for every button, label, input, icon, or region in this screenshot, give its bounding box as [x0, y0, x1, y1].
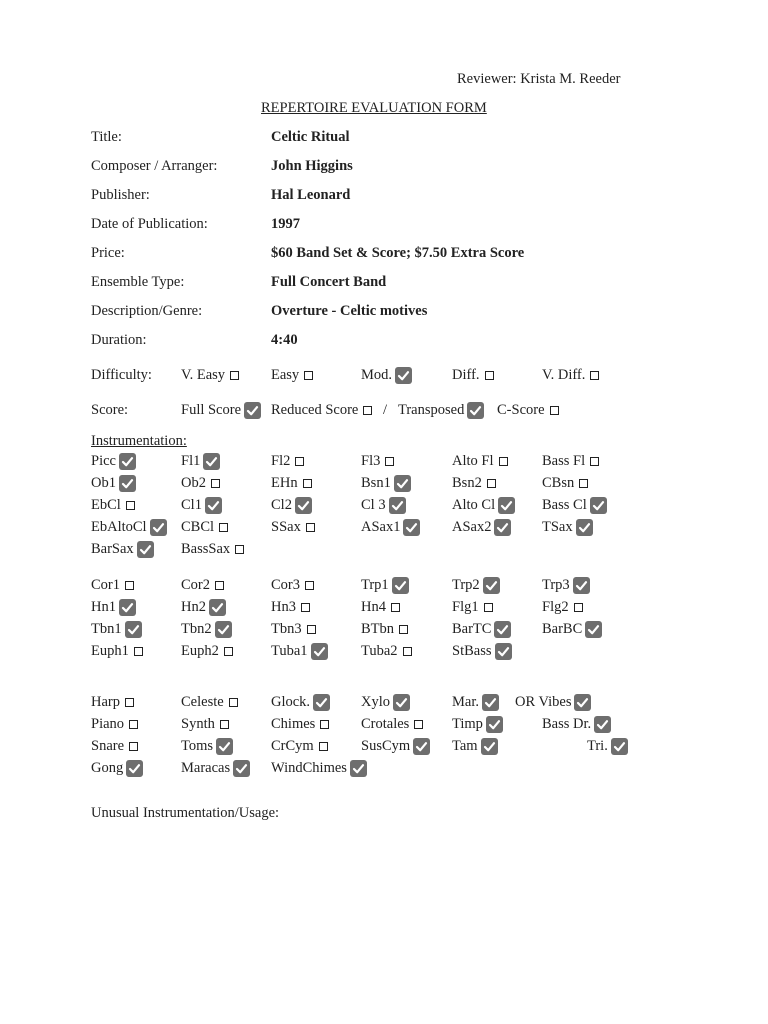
- instrument-tuba1-option: [271, 642, 328, 660]
- empty-checkbox-icon[interactable]: [303, 479, 312, 488]
- instrument-asax2-option: [452, 518, 511, 536]
- instrument-ebcl-option: [91, 496, 135, 514]
- instrument-flg1-option: [452, 598, 493, 616]
- instrument-cor1-option: [91, 576, 134, 594]
- instrument-gong-option: [91, 759, 143, 777]
- instrument-bass-fl-label: Bass Fl: [542, 453, 586, 469]
- instrument-cl-3-label: Cl 3: [361, 497, 386, 513]
- instrument-crotales-label: Crotales: [361, 716, 410, 732]
- instrument-cbcl-label: CBCl: [181, 519, 215, 535]
- checked-checkbox-icon[interactable]: [573, 577, 590, 594]
- instrument-xylo-option: [361, 693, 410, 711]
- instrument-windchimes-label: WindChimes: [271, 760, 347, 776]
- instrument-flg2-label: Flg2: [542, 599, 569, 615]
- score-c-score-label: C-Score: [497, 402, 545, 418]
- checked-checkbox-icon[interactable]: [413, 738, 430, 755]
- empty-checkbox-icon[interactable]: [129, 742, 138, 751]
- empty-checkbox-icon[interactable]: [574, 603, 583, 612]
- instrument-hn2-label: Hn2: [181, 599, 206, 615]
- instrument-tbn2-option: [181, 620, 232, 638]
- instrument-tbn1-option: [91, 620, 142, 638]
- instrument-bsn2-option: [452, 474, 496, 492]
- checked-checkbox-icon[interactable]: [126, 760, 143, 777]
- checked-checkbox-icon[interactable]: [394, 475, 411, 492]
- empty-checkbox-icon[interactable]: [125, 698, 134, 707]
- instrument-cl2-label: Cl2: [271, 497, 292, 513]
- instrument-euph2-label: Euph2: [181, 643, 219, 659]
- instrument-ob2-label: Ob2: [181, 475, 206, 491]
- genre-value: Overture - Celtic motives: [271, 303, 428, 319]
- instrument-xylo-label: Xylo: [361, 694, 390, 710]
- instrument-fl3-label: Fl3: [361, 453, 381, 469]
- empty-checkbox-icon[interactable]: [215, 581, 224, 590]
- score-reduced-score-label: Reduced Score: [271, 402, 359, 418]
- instrument-ob1-option: [91, 474, 136, 492]
- instrument-cbsn-option: [542, 474, 588, 492]
- empty-checkbox-icon[interactable]: [579, 479, 588, 488]
- instrument-bsn2-label: Bsn2: [452, 475, 482, 491]
- difficulty-easy-label: Easy: [271, 367, 300, 383]
- instrument-alto-fl-option: [452, 452, 508, 470]
- checked-checkbox-icon[interactable]: [205, 497, 222, 514]
- score-transposed-label: Transposed: [398, 402, 465, 418]
- difficulty-diff-option: [452, 366, 494, 384]
- instrument-gong-label: Gong: [91, 760, 124, 776]
- date-label: Date of Publication:: [91, 216, 208, 232]
- instrument-or-vibes-label: OR Vibes: [515, 694, 572, 710]
- score-transposed-option: [398, 401, 484, 419]
- instrument-alto-cl-label: Alto Cl: [452, 497, 496, 513]
- instrument-cbcl-option: [181, 518, 228, 536]
- instrument-windchimes-option: [271, 759, 367, 777]
- checked-checkbox-icon[interactable]: [216, 738, 233, 755]
- checked-checkbox-icon[interactable]: [203, 453, 220, 470]
- instrument-suscym-option: [361, 737, 430, 755]
- composer-label: Composer / Arranger:: [91, 158, 218, 174]
- instrument-fl2-option: [271, 452, 304, 470]
- instrument-tbn3-option: [271, 620, 316, 638]
- empty-checkbox-icon[interactable]: [211, 479, 220, 488]
- checked-checkbox-icon[interactable]: [494, 519, 511, 536]
- difficulty-v-easy-label: V. Easy: [181, 367, 226, 383]
- instrument-flg2-option: [542, 598, 583, 616]
- checked-checkbox-icon[interactable]: [150, 519, 167, 536]
- instrument-cl2-option: [271, 496, 312, 514]
- checked-checkbox-icon[interactable]: [395, 367, 412, 384]
- instrument-tbn1-label: Tbn1: [91, 621, 122, 637]
- instrument-suscym-label: SusCym: [361, 738, 411, 754]
- empty-checkbox-icon[interactable]: [307, 625, 316, 634]
- empty-checkbox-icon[interactable]: [414, 720, 423, 729]
- empty-checkbox-icon[interactable]: [219, 523, 228, 532]
- instrument-celeste-option: [181, 693, 238, 711]
- checked-checkbox-icon[interactable]: [467, 402, 484, 419]
- instrument-ob2-option: [181, 474, 220, 492]
- instrument-hn4-option: [361, 598, 400, 616]
- checked-checkbox-icon[interactable]: [389, 497, 406, 514]
- score-separator: /: [383, 402, 388, 418]
- instrument-picc-option: [91, 452, 136, 470]
- instrument-ob1-label: Ob1: [91, 475, 116, 491]
- instrument-crcym-label: CrCym: [271, 738, 314, 754]
- empty-checkbox-icon[interactable]: [125, 581, 134, 590]
- instrument-barbc-label: BarBC: [542, 621, 583, 637]
- instrument-euph1-option: [91, 642, 143, 660]
- instrument-bass-cl-option: [542, 496, 607, 514]
- checked-checkbox-icon[interactable]: [590, 497, 607, 514]
- title-value: Celtic Ritual: [271, 129, 350, 145]
- instrument-trp2-label: Trp2: [452, 577, 480, 593]
- empty-checkbox-icon[interactable]: [550, 406, 559, 415]
- checked-checkbox-icon[interactable]: [574, 694, 591, 711]
- checked-checkbox-icon[interactable]: [403, 519, 420, 536]
- composer-value: John Higgins: [271, 158, 353, 174]
- instrument-chimes-label: Chimes: [271, 716, 316, 732]
- empty-checkbox-icon[interactable]: [304, 371, 313, 380]
- instrument-maracas-option: [181, 759, 250, 777]
- unusual-label: Unusual Instrumentation/Usage:: [91, 805, 280, 821]
- checked-checkbox-icon[interactable]: [585, 621, 602, 638]
- score-label: Score:: [91, 402, 129, 418]
- instrument-ebaltocl-option: [91, 518, 167, 536]
- instrument-tam-option: [452, 737, 498, 755]
- instrument-barsax-option: [91, 540, 154, 558]
- empty-checkbox-icon[interactable]: [319, 742, 328, 751]
- instrument-hn1-label: Hn1: [91, 599, 116, 615]
- instrument-tuba1-label: Tuba1: [271, 643, 308, 659]
- title-label: Title:: [91, 129, 122, 145]
- instrument-harp-label: Harp: [91, 694, 120, 710]
- instrument-cl1-option: [181, 496, 222, 514]
- checked-checkbox-icon[interactable]: [209, 599, 226, 616]
- ensemble-value: Full Concert Band: [271, 274, 387, 290]
- difficulty-v-diff-option: [542, 366, 599, 384]
- checked-checkbox-icon[interactable]: [495, 643, 512, 660]
- genre-label: Description/Genre:: [91, 303, 203, 319]
- instrument-cbsn-label: CBsn: [542, 475, 575, 491]
- instrument-ssax-label: SSax: [271, 519, 301, 535]
- score-full-score-label: Full Score: [181, 402, 242, 418]
- difficulty-v-diff-label: V. Diff.: [542, 367, 586, 383]
- instrument-alto-cl-option: [452, 496, 515, 514]
- instrument-bass-dr-option: [542, 715, 611, 733]
- difficulty-label: Difficulty:: [91, 367, 152, 383]
- instrument-celeste-label: Celeste: [181, 694, 224, 710]
- instrument-chimes-option: [271, 715, 329, 733]
- checked-checkbox-icon[interactable]: [350, 760, 367, 777]
- empty-checkbox-icon[interactable]: [224, 647, 233, 656]
- empty-checkbox-icon[interactable]: [134, 647, 143, 656]
- instrument-barsax-label: BarSax: [91, 541, 134, 557]
- instrument-cor2-option: [181, 576, 224, 594]
- instrument-synth-label: Synth: [181, 716, 215, 732]
- instrument-flg1-label: Flg1: [452, 599, 479, 615]
- instrument-piano-label: Piano: [91, 716, 125, 732]
- score-full-score-option: [181, 401, 261, 419]
- instrument-alto-fl-label: Alto Fl: [452, 453, 494, 469]
- empty-checkbox-icon[interactable]: [295, 457, 304, 466]
- empty-checkbox-icon[interactable]: [485, 371, 494, 380]
- instrument-asax1-label: ASax1: [361, 519, 401, 535]
- empty-checkbox-icon[interactable]: [229, 698, 238, 707]
- instrument-basssax-label: BassSax: [181, 541, 231, 557]
- instrument-tam-label: Tam: [452, 738, 478, 754]
- instrument-cor2-label: Cor2: [181, 577, 210, 593]
- checked-checkbox-icon[interactable]: [119, 453, 136, 470]
- checked-checkbox-icon[interactable]: [244, 402, 261, 419]
- difficulty-mod-option: [361, 366, 412, 384]
- score-reduced-score-option: [271, 401, 372, 419]
- instrument-timp-label: Timp: [452, 716, 483, 732]
- empty-checkbox-icon[interactable]: [385, 457, 394, 466]
- instrument-mar-label: Mar.: [452, 694, 479, 710]
- empty-checkbox-icon[interactable]: [363, 406, 372, 415]
- instrument-hn1-option: [91, 598, 136, 616]
- empty-checkbox-icon[interactable]: [129, 720, 138, 729]
- instrument-bass-fl-option: [542, 452, 599, 470]
- checked-checkbox-icon[interactable]: [313, 694, 330, 711]
- empty-checkbox-icon[interactable]: [301, 603, 310, 612]
- instrument-crcym-option: [271, 737, 328, 755]
- instrument-fl3-option: [361, 452, 394, 470]
- empty-checkbox-icon[interactable]: [235, 545, 244, 554]
- empty-checkbox-icon[interactable]: [499, 457, 508, 466]
- instrument-cor3-label: Cor3: [271, 577, 300, 593]
- empty-checkbox-icon[interactable]: [487, 479, 496, 488]
- instrument-stbass-option: [452, 642, 512, 660]
- instrument-toms-option: [181, 737, 233, 755]
- instrument-btbn-option: [361, 620, 408, 638]
- checked-checkbox-icon[interactable]: [119, 475, 136, 492]
- instrument-fl2-label: Fl2: [271, 453, 291, 469]
- instrument-hn3-option: [271, 598, 310, 616]
- instrument-hn2-option: [181, 598, 226, 616]
- empty-checkbox-icon[interactable]: [305, 581, 314, 590]
- instrument-bsn1-option: [361, 474, 411, 492]
- instrument-harp-option: [91, 693, 134, 711]
- checked-checkbox-icon[interactable]: [392, 577, 409, 594]
- empty-checkbox-icon[interactable]: [306, 523, 315, 532]
- checked-checkbox-icon[interactable]: [295, 497, 312, 514]
- publisher-value: Hal Leonard: [271, 187, 351, 203]
- instrument-snare-option: [91, 737, 138, 755]
- ensemble-label: Ensemble Type:: [91, 274, 185, 290]
- checked-checkbox-icon[interactable]: [486, 716, 503, 733]
- instrument-tbn3-label: Tbn3: [271, 621, 302, 637]
- reviewer-name: Reviewer: Krista M. Reeder: [457, 71, 621, 87]
- instrument-barbc-option: [542, 620, 602, 638]
- instrument-tbn2-label: Tbn2: [181, 621, 212, 637]
- instrument-asax2-label: ASax2: [452, 519, 492, 535]
- instrument-glock-label: Glock.: [271, 694, 311, 710]
- instrument-asax1-option: [361, 518, 420, 536]
- instrument-toms-label: Toms: [181, 738, 214, 754]
- instrument-ebcl-label: EbCl: [91, 497, 121, 513]
- instrument-cl-3-option: [361, 496, 406, 514]
- form-title: REPERTOIRE EVALUATION FORM: [261, 100, 487, 116]
- checked-checkbox-icon[interactable]: [498, 497, 515, 514]
- instrument-bartc-option: [452, 620, 511, 638]
- empty-checkbox-icon[interactable]: [391, 603, 400, 612]
- instrument-trp3-label: Trp3: [542, 577, 570, 593]
- checked-checkbox-icon[interactable]: [125, 621, 142, 638]
- instrumentation-heading: Instrumentation:: [91, 433, 187, 449]
- difficulty-mod-label: Mod.: [361, 367, 393, 383]
- checked-checkbox-icon[interactable]: [393, 694, 410, 711]
- instrument-bartc-label: BarTC: [452, 621, 492, 637]
- instrument-fl1-option: [181, 452, 220, 470]
- instrument-bass-cl-label: Bass Cl: [542, 497, 587, 513]
- instrument-tuba2-label: Tuba2: [361, 643, 398, 659]
- checked-checkbox-icon[interactable]: [611, 738, 628, 755]
- checked-checkbox-icon[interactable]: [119, 599, 136, 616]
- checked-checkbox-icon[interactable]: [233, 760, 250, 777]
- duration-value: 4:40: [271, 332, 298, 348]
- instrument-basssax-option: [181, 540, 244, 558]
- instrument-piano-option: [91, 715, 138, 733]
- instrument-bsn1-label: Bsn1: [361, 475, 391, 491]
- instrument-fl1-label: Fl1: [181, 453, 201, 469]
- empty-checkbox-icon[interactable]: [484, 603, 493, 612]
- instrument-tri-option: [587, 737, 628, 755]
- checked-checkbox-icon[interactable]: [137, 541, 154, 558]
- difficulty-diff-label: Diff.: [452, 367, 480, 383]
- checked-checkbox-icon[interactable]: [576, 519, 593, 536]
- instrument-bass-dr-label: Bass Dr.: [542, 716, 592, 732]
- instrument-snare-label: Snare: [91, 738, 125, 754]
- publisher-label: Publisher:: [91, 187, 150, 203]
- instrument-hn4-label: Hn4: [361, 599, 386, 615]
- instrument-ssax-option: [271, 518, 315, 536]
- instrument-maracas-label: Maracas: [181, 760, 231, 776]
- price-value: $60 Band Set & Score; $7.50 Extra Score: [271, 245, 525, 261]
- checked-checkbox-icon[interactable]: [494, 621, 511, 638]
- instrument-tri-label: Tri.: [587, 738, 608, 754]
- instrument-mar-option: [452, 693, 499, 711]
- instrument-ehn-label: EHn: [271, 475, 298, 491]
- instrument-crotales-option: [361, 715, 423, 733]
- checked-checkbox-icon[interactable]: [311, 643, 328, 660]
- instrument-euph2-option: [181, 642, 233, 660]
- instrument-cor1-label: Cor1: [91, 577, 120, 593]
- instrument-synth-option: [181, 715, 229, 733]
- empty-checkbox-icon[interactable]: [590, 371, 599, 380]
- checked-checkbox-icon[interactable]: [482, 694, 499, 711]
- instrument-cor3-option: [271, 576, 314, 594]
- empty-checkbox-icon[interactable]: [126, 501, 135, 510]
- instrument-trp2-option: [452, 576, 500, 594]
- empty-checkbox-icon[interactable]: [220, 720, 229, 729]
- instrument-stbass-label: StBass: [452, 643, 492, 659]
- empty-checkbox-icon[interactable]: [399, 625, 408, 634]
- instrument-cl1-label: Cl1: [181, 497, 202, 513]
- price-label: Price:: [91, 245, 125, 261]
- instrument-trp1-label: Trp1: [361, 577, 389, 593]
- instrument-or-vibes-option: [515, 693, 591, 711]
- instrument-btbn-label: BTbn: [361, 621, 395, 637]
- instrument-timp-option: [452, 715, 503, 733]
- checked-checkbox-icon[interactable]: [481, 738, 498, 755]
- empty-checkbox-icon[interactable]: [320, 720, 329, 729]
- empty-checkbox-icon[interactable]: [590, 457, 599, 466]
- instrument-hn3-label: Hn3: [271, 599, 296, 615]
- instrument-ehn-option: [271, 474, 312, 492]
- empty-checkbox-icon[interactable]: [230, 371, 239, 380]
- instrument-glock-option: [271, 693, 330, 711]
- empty-checkbox-icon[interactable]: [403, 647, 412, 656]
- checked-checkbox-icon[interactable]: [483, 577, 500, 594]
- duration-label: Duration:: [91, 332, 147, 348]
- instrument-tuba2-option: [361, 642, 412, 660]
- instrument-ebaltocl-label: EbAltoCl: [91, 519, 147, 535]
- date-value: 1997: [271, 216, 300, 232]
- instrument-trp3-option: [542, 576, 590, 594]
- instrument-tsax-option: [542, 518, 593, 536]
- instrument-tsax-label: TSax: [542, 519, 573, 535]
- score-c-score-option: [497, 401, 559, 419]
- checked-checkbox-icon[interactable]: [215, 621, 232, 638]
- instrument-euph1-label: Euph1: [91, 643, 129, 659]
- difficulty-v-easy-option: [181, 366, 239, 384]
- checked-checkbox-icon[interactable]: [594, 716, 611, 733]
- instrument-picc-label: Picc: [91, 453, 116, 469]
- difficulty-easy-option: [271, 366, 313, 384]
- instrument-trp1-option: [361, 576, 409, 594]
